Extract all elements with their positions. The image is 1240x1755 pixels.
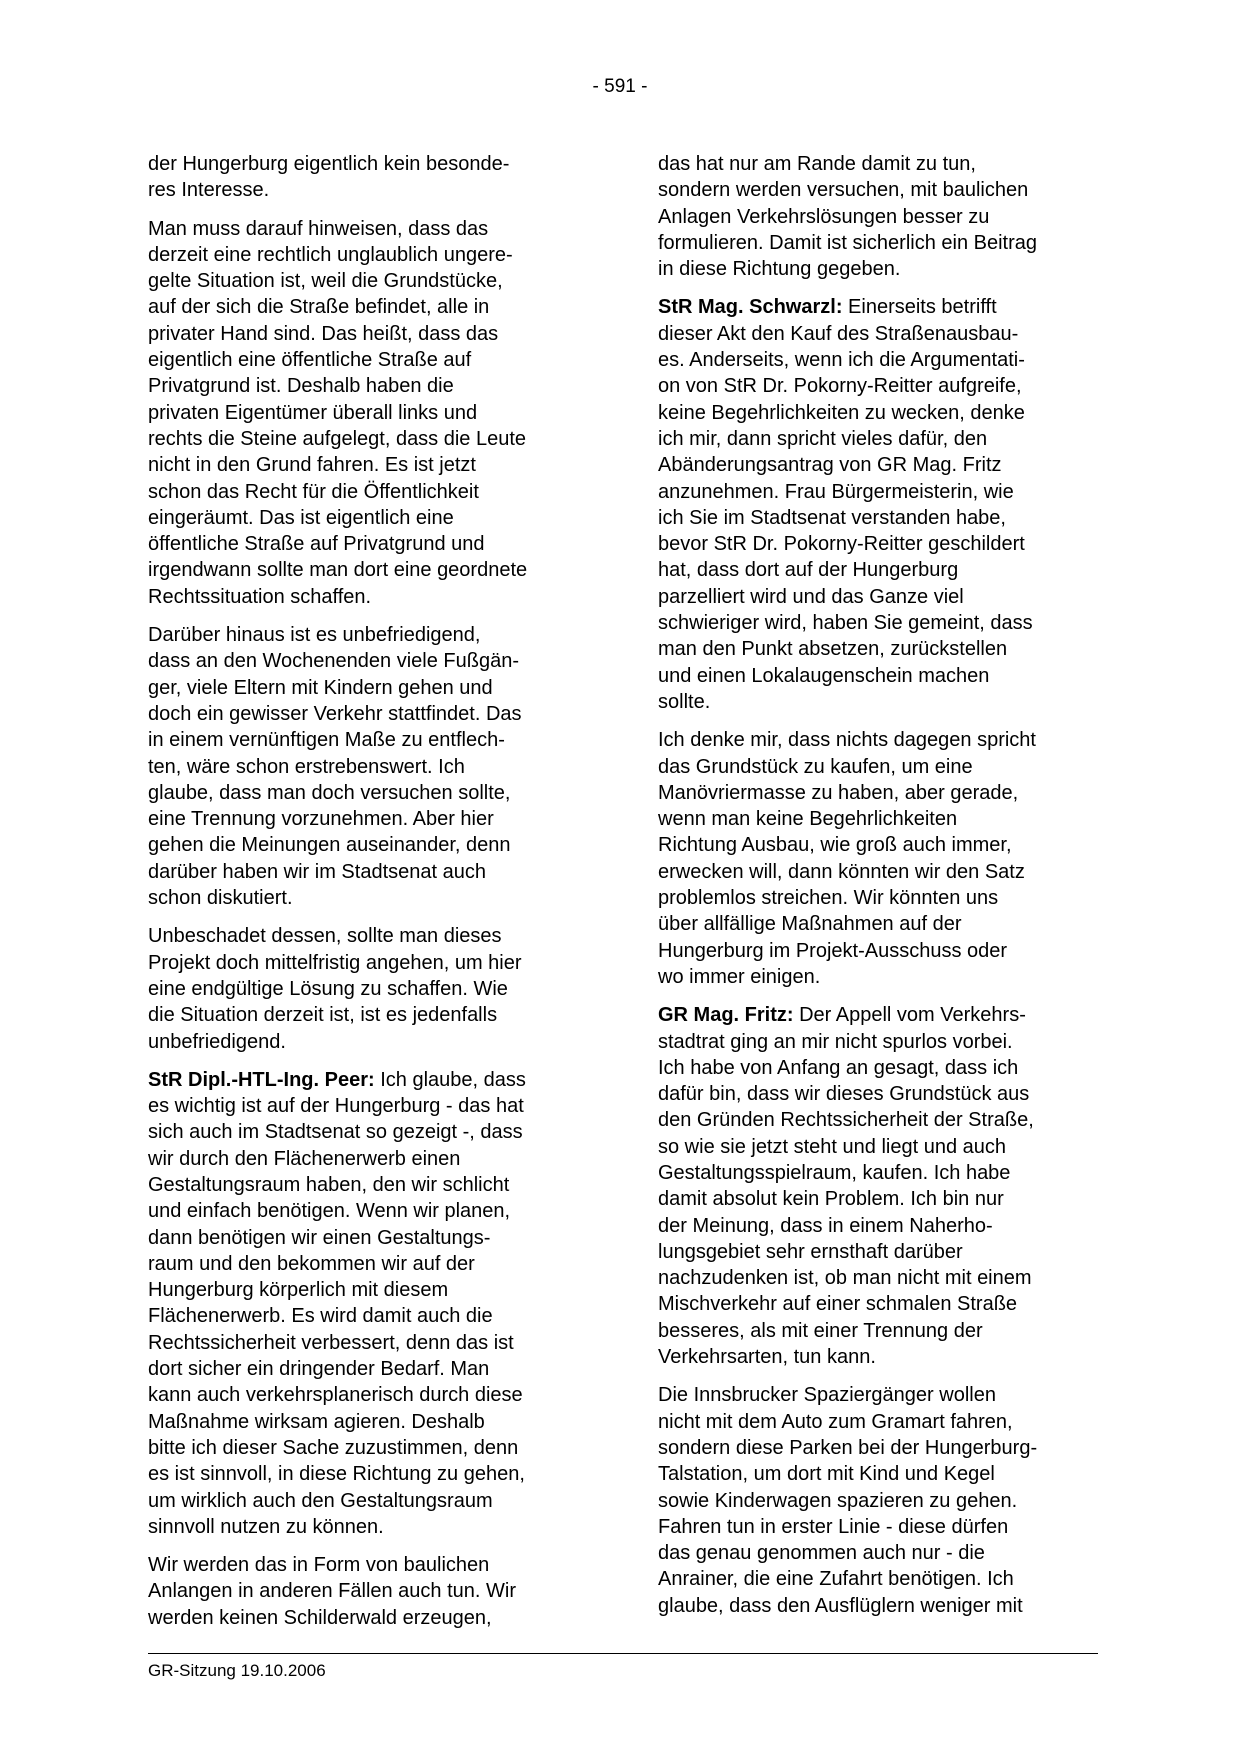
text-line: den Gründen Rechtssicherheit der Straße, xyxy=(658,1109,1034,1132)
text-line: eine Trennung vorzunehmen. Aber hier xyxy=(148,808,494,831)
text-line: bevor StR Dr. Pokorny-Reitter geschildert xyxy=(658,533,1025,556)
text-line: sich auch im Stadtsenat so gezeigt -, dass xyxy=(148,1121,523,1144)
text-line: rechts die Steine aufgelegt, dass die Leute xyxy=(148,427,527,450)
text-line: glaube, dass man doch versuchen sollte, xyxy=(148,781,511,804)
text-line: Gestaltungsspielraum, kaufen. Ich habe xyxy=(658,1161,1011,1184)
text-line: on von StR Dr. Pokorny-Reitter aufgreife, xyxy=(658,375,1022,398)
text-line xyxy=(148,1067,588,1093)
text-line: dieser Akt den Kauf des Straßenausbau- xyxy=(658,322,1019,345)
text-line: Mischverkehr auf einer schmalen Straße xyxy=(658,1293,1018,1316)
text-line: Verkehrsarten, tun kann. xyxy=(658,1346,876,1369)
text-line: eingeräumt. Das ist eigentlich eine xyxy=(148,506,454,529)
text-line: Flächenerwerb. Es wird damit auch die xyxy=(148,1305,493,1328)
text-line xyxy=(658,294,1098,320)
text-line: schwieriger wird, haben Sie gemeint, dass xyxy=(658,612,1033,635)
text-line: das Grundstück zu kaufen, um eine xyxy=(658,755,973,778)
text-line: das hat nur am Rande damit zu tun, xyxy=(658,153,976,175)
text-line: Richtung Ausbau, wie groß auch immer, xyxy=(658,834,1012,857)
text-line: Maßnahme wirksam agieren. Deshalb xyxy=(148,1410,485,1433)
footer-divider xyxy=(148,1653,1098,1654)
paragraph-gap xyxy=(658,282,1098,294)
text-line: Hungerburg im Projekt-Ausschuss oder xyxy=(658,939,1008,962)
text-line: nachzudenken ist, ob man nicht mit einem xyxy=(658,1267,1032,1290)
text-line: Abänderungsantrag von GR Mag. Fritz xyxy=(658,454,1002,477)
speaker-name: StR Mag. Schwarzl: xyxy=(658,296,843,319)
text-line: dafür bin, dass wir dieses Grundstück aus xyxy=(658,1083,1030,1106)
text-line: damit absolut kein Problem. Ich bin nur xyxy=(658,1188,1004,1211)
paragraph xyxy=(148,1067,588,1540)
paragraph-gap xyxy=(148,911,588,923)
paragraph xyxy=(658,727,1098,990)
text-line: in diese Richtung gegeben. xyxy=(658,258,901,281)
text-line: schon das Recht für die Öffentlichkeit xyxy=(148,480,479,503)
text-line: das genau genommen auch nur - die xyxy=(658,1542,985,1565)
text-line: sinnvoll nutzen zu können. xyxy=(148,1515,384,1538)
text-line: und einen Lokalaugenschein machen xyxy=(658,664,990,687)
text-line: ich mir, dann spricht vieles dafür, den xyxy=(658,427,988,450)
text-line: wir durch den Flächenerwerb einen xyxy=(148,1147,461,1170)
left-column xyxy=(148,151,588,1631)
text-line: und einfach benötigen. Wenn wir planen, xyxy=(148,1200,511,1223)
text-line: keine Begehrlichkeiten zu wecken, denke xyxy=(658,401,1025,424)
text-line: parzelliert wird und das Ganze viel xyxy=(658,585,964,608)
paragraph xyxy=(148,622,588,911)
text-line: eine endgültige Lösung zu schaffen. Wie xyxy=(148,977,508,1000)
text-line: glaube, dass den Ausflüglern weniger mit xyxy=(658,1594,1023,1617)
text-line: hat, dass dort auf der Hungerburg xyxy=(658,559,959,582)
text-line: besseres, als mit einer Trennung der xyxy=(658,1319,983,1342)
text-line: ten, wäre schon erstrebenswert. Ich xyxy=(148,755,465,778)
text-line: dass an den Wochenenden viele Fußgän- xyxy=(148,650,519,673)
paragraph xyxy=(658,1002,1098,1370)
text-line: Talstation, um dort mit Kind und Kegel xyxy=(658,1463,995,1486)
text-line: wenn man keine Begehrlichkeiten xyxy=(658,808,958,831)
text-line: Privatgrund ist. Deshalb haben die xyxy=(148,375,454,398)
text-line: derzeit eine rechtlich unglaublich ungere- xyxy=(148,243,513,266)
speaker-name: StR Dipl.-HTL-Ing. Peer: xyxy=(148,1068,375,1091)
right-column xyxy=(658,151,1098,1619)
text-line: werden keinen Schilderwald erzeugen, xyxy=(148,1606,492,1629)
text-line: Fahren tun in erster Linie - diese dürfen xyxy=(658,1515,1009,1538)
text-line: sondern werden versuchen, mit baulichen xyxy=(658,179,1029,202)
paragraph xyxy=(148,216,588,610)
text-line: dort sicher ein dringender Bedarf. Man xyxy=(148,1358,490,1381)
text-line: Unbeschadet dessen, sollte man dieses xyxy=(148,925,502,948)
text-line: schon diskutiert. xyxy=(148,887,293,910)
speech-text: Ich glaube, dass xyxy=(374,1068,526,1091)
paragraph xyxy=(148,1552,588,1631)
text-line: Wir werden das in Form von baulichen xyxy=(148,1554,490,1577)
speech-text: Der Appell vom Verkehrs- xyxy=(793,1004,1026,1027)
paragraph-gap xyxy=(658,990,1098,1002)
text-line: Projekt doch mittelfristig angehen, um hier xyxy=(148,951,522,974)
text-line: unbefriedigend. xyxy=(148,1030,286,1053)
paragraph xyxy=(658,294,1098,715)
text-line: nicht in den Grund fahren. Es ist jetzt xyxy=(148,454,476,477)
text-line: kann auch verkehrsplanerisch durch diese xyxy=(148,1384,523,1407)
text-line: Manövriermasse zu haben, aber gerade, xyxy=(658,781,1019,804)
text-line: der Meinung, dass in einem Naherho- xyxy=(658,1214,993,1237)
paragraph-gap xyxy=(658,715,1098,727)
text-line: über allfällige Maßnahmen auf der xyxy=(658,913,962,936)
text-line: lungsgebiet sehr ernsthaft darüber xyxy=(658,1240,963,1263)
text-line: so wie sie jetzt steht und liegt und auch xyxy=(658,1135,1006,1158)
text-line: anzunehmen. Frau Bürgermeisterin, wie xyxy=(658,480,1014,503)
text-line: es wichtig ist auf der Hungerburg - das hat xyxy=(148,1095,524,1118)
paragraph xyxy=(148,151,588,204)
text-line: problemlos streichen. Wir könnten uns xyxy=(658,887,999,910)
text-line xyxy=(658,1002,1098,1028)
text-line: Anrainer, die eine Zufahrt benötigen. Ich xyxy=(658,1568,1014,1591)
text-line: Ich habe von Anfang an gesagt, dass ich xyxy=(658,1056,1019,1079)
text-line: dann benötigen wir einen Gestaltungs- xyxy=(148,1226,491,1249)
text-line: ger, viele Eltern mit Kindern gehen und xyxy=(148,676,493,699)
text-line: privaten Eigentümer überall links und xyxy=(148,401,478,424)
text-line: Hungerburg körperlich mit diesem xyxy=(148,1279,449,1302)
page-number: - 591 - xyxy=(592,76,648,97)
text-line: Die Innsbrucker Spaziergänger wollen xyxy=(658,1384,996,1407)
text-line: Anlagen Verkehrslösungen besser zu xyxy=(658,205,990,228)
text-line: um wirklich auch den Gestaltungsraum xyxy=(148,1489,493,1512)
text-line: Rechtssicherheit verbessert, denn das ist xyxy=(148,1331,514,1354)
text-line: öffentliche Straße auf Privatgrund und xyxy=(148,533,485,556)
text-line: es. Anderseits, wenn ich die Argumentati- xyxy=(658,349,1025,372)
text-line: darüber haben wir im Stadtsenat auch xyxy=(148,860,486,883)
text-line: ich Sie im Stadtsenat verstanden habe, xyxy=(658,506,1006,529)
text-line: privater Hand sind. Das heißt, dass das xyxy=(148,322,499,345)
text-line: stadtrat ging an mir nicht spurlos vorbei. xyxy=(658,1030,1013,1053)
text-line: eigentlich eine öffentliche Straße auf xyxy=(148,349,472,372)
text-line: Ich denke mir, dass nichts dagegen spricht xyxy=(658,729,1036,752)
text-line: irgendwann sollte man dort eine geordnete xyxy=(148,559,528,582)
text-line: Gestaltungsraum haben, den wir schlicht xyxy=(148,1173,510,1196)
text-line: auf der sich die Straße befindet, alle in xyxy=(148,296,490,319)
paragraph xyxy=(658,1382,1098,1619)
text-line: Darüber hinaus ist es unbefriedigend, xyxy=(148,624,481,647)
text-line: erwecken will, dann könnten wir den Satz xyxy=(658,860,1025,883)
footer-session-date: GR-Sitzung 19.10.2006 xyxy=(148,1661,326,1680)
text-line: sondern diese Parken bei der Hungerburg- xyxy=(658,1436,1038,1459)
text-line: gehen die Meinungen auseinander, denn xyxy=(148,834,511,857)
paragraph-gap xyxy=(148,1540,588,1552)
text-line: man den Punkt absetzen, zurückstellen xyxy=(658,638,1008,661)
text-line: es ist sinnvoll, in diese Richtung zu gehen, xyxy=(148,1463,525,1486)
text-line: sollte. xyxy=(658,690,711,713)
text-line: raum und den bekommen wir auf der xyxy=(148,1252,475,1275)
text-line: gelte Situation ist, weil die Grundstücke, xyxy=(148,270,503,293)
paragraph-gap xyxy=(148,610,588,622)
paragraph xyxy=(658,151,1098,282)
text-line: res Interesse. xyxy=(148,179,270,202)
text-line: formulieren. Damit ist sicherlich ein Beitrag xyxy=(658,231,1038,254)
paragraph-gap xyxy=(148,1055,588,1067)
text-line: sowie Kinderwagen spazieren zu gehen. xyxy=(658,1489,1018,1512)
text-line: wo immer einigen. xyxy=(658,965,821,988)
text-line: Anlangen in anderen Fällen auch tun. Wir xyxy=(148,1580,517,1603)
text-line: nicht mit dem Auto zum Gramart fahren, xyxy=(658,1410,1013,1433)
text-line: in einem vernünftigen Maße zu entflech- xyxy=(148,729,505,752)
text-line: Man muss darauf hinweisen, dass das xyxy=(148,217,489,240)
text-line: die Situation derzeit ist, ist es jedenfalls xyxy=(148,1004,498,1027)
paragraph-gap xyxy=(658,1370,1098,1382)
speaker-name: GR Mag. Fritz: xyxy=(658,1004,794,1027)
text-line: Rechtssituation schaffen. xyxy=(148,585,372,608)
text-line: bitte ich dieser Sache zuzustimmen, denn xyxy=(148,1436,519,1459)
text-line: der Hungerburg eigentlich kein besonde- xyxy=(148,153,510,175)
text-line: doch ein gewisser Verkehr stattfindet. Das xyxy=(148,702,522,725)
speech-text: Einerseits betrifft xyxy=(842,296,997,319)
paragraph-gap xyxy=(148,204,588,216)
paragraph xyxy=(148,923,588,1054)
